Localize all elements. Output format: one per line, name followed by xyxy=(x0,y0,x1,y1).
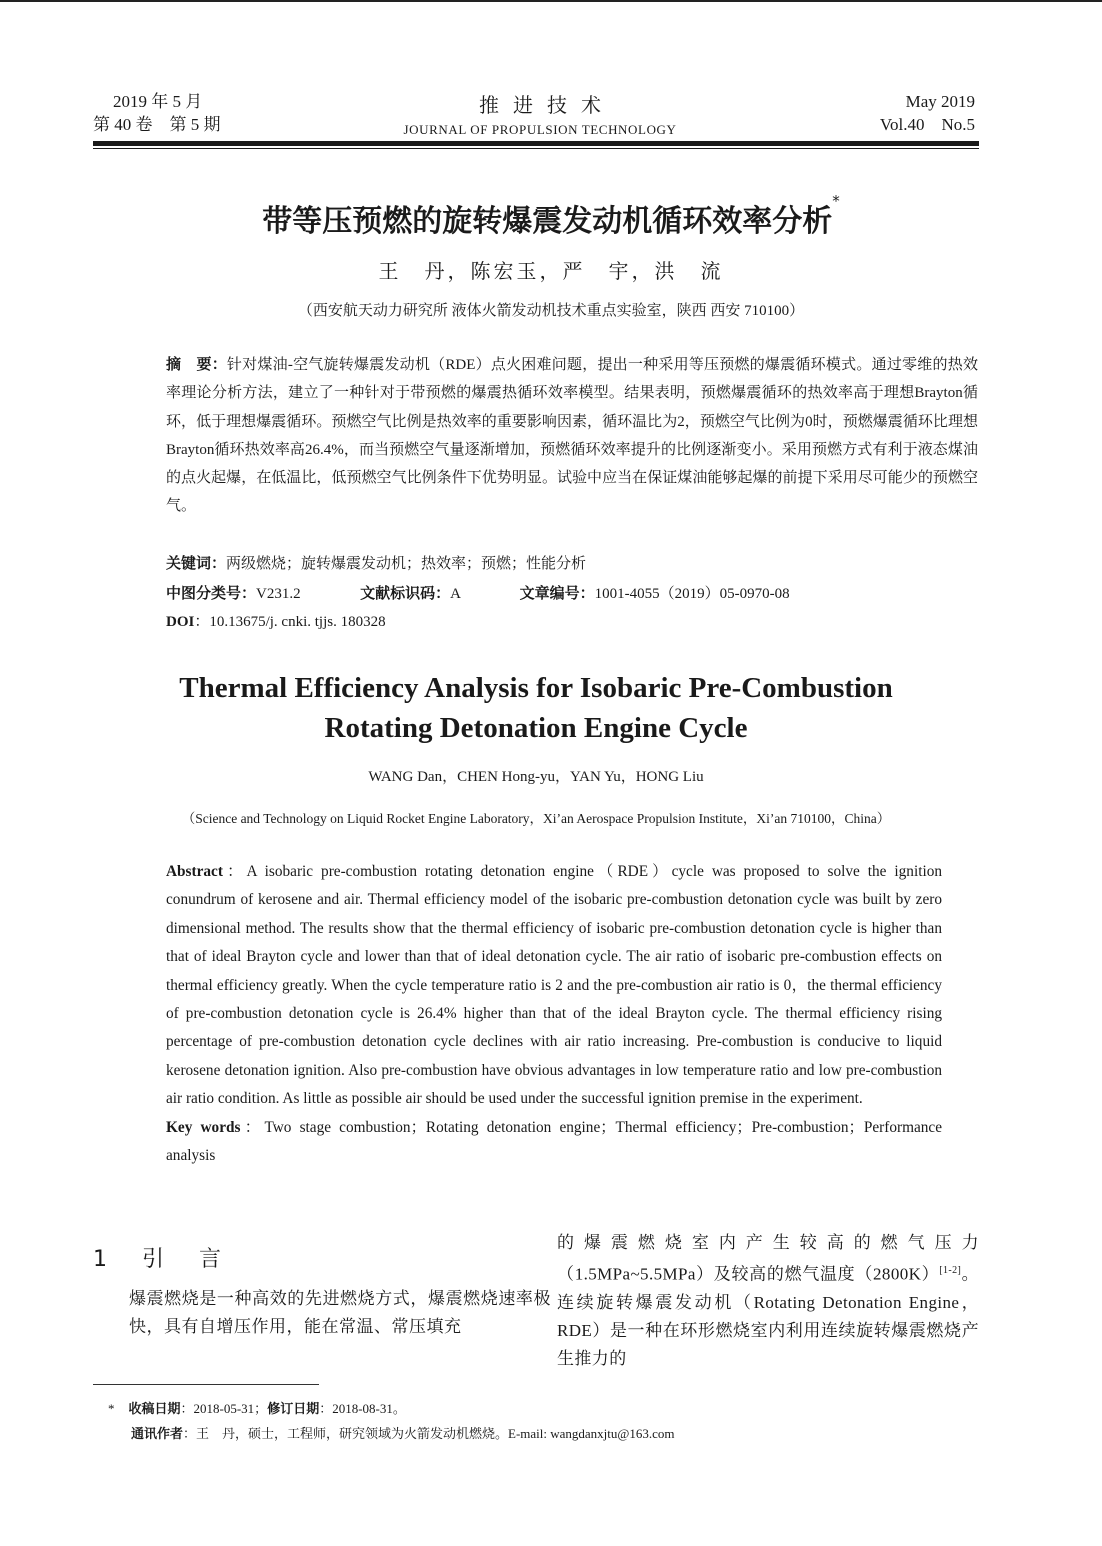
corresponding-label: 通讯作者 xyxy=(131,1427,184,1442)
clc-value: V231.2 xyxy=(256,586,301,602)
page-top-border xyxy=(0,0,1102,2)
journal-name-en: JOURNAL OF PROPULSION TECHNOLOGY xyxy=(403,122,677,137)
abstract-en-label: Abstract xyxy=(166,863,223,880)
affiliation-en: （Science and Technology on Liquid Rocket Engine Laboratory，Xi’an Aerospace Propulsion Institute，Xi’an 710100，China） xyxy=(181,811,891,826)
footnote-rule xyxy=(93,1384,319,1385)
header-issue-cn xyxy=(93,90,221,136)
authors-en: WANG Dan，CHEN Hong-yu，YAN Yu，HONG Liu xyxy=(368,769,704,785)
doc-code-label: 文献标识码： xyxy=(360,584,451,602)
journal-name-cn: 推进技术 xyxy=(479,95,615,117)
header-volume-en: Vol.40 No.5 xyxy=(879,115,975,134)
footnote-dates xyxy=(108,1398,406,1417)
abstract-cn-label: 摘 要： xyxy=(166,355,227,373)
article-no-value: 1001-4055（2019）05-0970-08 xyxy=(594,586,790,602)
revised-label: 修订日期 xyxy=(267,1402,320,1417)
abstract-cn xyxy=(130,350,978,521)
abstract-en-text: ：A isobaric pre-combustion rotating detonation engine（RDE）cycle was proposed to solve the ignition conundrum of kerosene and air. Thermal efficiency model of the isobaric pre-combustion detonation cycle was built by zero dimensional method. The results show that the thermal efficiency of isobaric pre-combustion detonation cycle is higher than that of ideal Brayton cycle and lower than that of ideal detonation cycle. The air ratio of isobaric pre-combustion effects on thermal efficiency greatly. When the cycle temperature ratio is 2 and the pre-combustion air ratio is 0，the thermal efficiency of pre-combustion detonation cycle is 26.4% higher than that of the ideal Brayton cycle. The thermal efficiency rising percentage of pre-combustion detonation cycle declines with air ratio increasing. Pre-combustion is conducive to liquid kerosene detonation ignition. Also pre-combustion have obvious advantages in low temperature ratio and low pre-combustion air ratio condition. As little as possible air should be used under the successful ignition premise in the experiment. xyxy=(166,863,942,1108)
authors-cn: 王 丹，陈宏玉，严 宇，洪 流 xyxy=(378,261,724,283)
corresponding-text: ：王 丹，硕士，工程师，研究领域为火箭发动机燃烧。E-mail: wangdanxjtu@163.com xyxy=(183,1426,675,1441)
keywords-en-label: Key words xyxy=(166,1118,241,1136)
clc-label: 中图分类号： xyxy=(166,584,257,602)
doi-label: DOI xyxy=(166,614,195,630)
section-heading: 1 引 言 xyxy=(93,1247,235,1272)
keywords-cn-text: 两级燃烧；旋转爆震发动机；热效率；预燃；性能分析 xyxy=(226,556,587,572)
body-text-right-b: 。连续旋转爆震发动机（Rotating Detonation Engine，RDE）是一种在环形燃烧室内利用连续旋转爆震燃烧产生推力的 xyxy=(557,1264,979,1368)
paper-title-cn-text: 带等压预燃的旋转爆震发动机循环效率分析 xyxy=(262,204,833,239)
paper-title-en-line2: Rotating Detonation Engine Cycle xyxy=(324,712,748,744)
footnote-corresponding xyxy=(131,1423,675,1442)
citation-ref: [1-2] xyxy=(939,1265,962,1276)
title-footnote-mark: * xyxy=(832,192,840,210)
keywords-en-text: ：Two stage combustion；Rotating detonation engine；Thermal efficiency；Pre-combustion；Performance analysis xyxy=(166,1118,942,1165)
keywords-cn-label: 关键词： xyxy=(166,554,227,572)
body-text-left: 爆震燃烧是一种高效的先进燃烧方式，爆震燃烧速率极快，具有自增压作用，能在常温、常压填充 xyxy=(129,1289,551,1336)
abstract-en xyxy=(130,858,942,1170)
affiliation-cn: （西安航天动力研究所 液体火箭发动机技术重点实验室，陕西 西安 710100） xyxy=(297,303,805,319)
abstract-cn-text: 针对煤油-空气旋转爆震发动机（RDE）点火困难问题，提出一种采用等压预燃的爆震循环模式。通过零维的热效率理论分析方法，建立了一种针对于带预燃的爆震热循环效率模型。结果表明，预燃爆震循环的热效率高于理想Brayton循环，低于理想爆震循环。预燃空气比例是热效率的重要影响因素，循环温比为2，预燃空气比例为0时，预燃爆震循环比理想Brayton循环热效率高26.4%，而当预燃空气量逐渐增加，预燃循环效率提升的比例逐渐变小。采用预燃方式有利于液态煤油的点火起爆，在低温比，低预燃空气比例条件下优势明显。试验中应当在保证煤油能够起爆的前提下采用尽可能少的预燃空气。 xyxy=(166,357,978,515)
header-issue-en xyxy=(800,90,975,136)
received-value: ：2018-05-31； xyxy=(180,1401,268,1416)
revised-value: ：2018-08-31。 xyxy=(319,1401,406,1416)
header-rule-thin xyxy=(93,148,979,149)
body-text-right xyxy=(557,1229,979,1373)
header-date-en: May 2019 xyxy=(905,92,975,111)
doi-value: ：10.13675/j. cnki. tjjs. 180328 xyxy=(194,614,386,630)
keywords-cn xyxy=(166,552,586,573)
footnote-mark: * xyxy=(108,1401,115,1416)
header-volume-cn: 第 40 卷 第 5 期 xyxy=(93,115,221,134)
paper-title-en xyxy=(0,668,1072,748)
classification-line xyxy=(166,582,790,603)
header-date-cn: 2019 年 5 月 xyxy=(113,92,203,111)
body-text-right-a: 的爆震燃烧室内产生较高的燃气压力（1.5MPa~5.5MPa）及较高的燃气温度（2800K） xyxy=(557,1233,979,1284)
keywords-en xyxy=(130,1114,942,1171)
doi-line xyxy=(166,610,386,631)
header-rule-thick xyxy=(93,141,979,146)
paper-title-en-line1: Thermal Efficiency Analysis for Isobaric Pre-Combustion xyxy=(179,672,893,704)
abstract-en-paragraph xyxy=(130,858,942,1114)
received-label: 收稿日期 xyxy=(128,1402,181,1417)
doc-code-value: A xyxy=(450,586,461,602)
paper-title-cn xyxy=(0,192,1102,240)
article-no-label: 文章编号： xyxy=(519,584,595,602)
header-journal xyxy=(340,89,740,138)
